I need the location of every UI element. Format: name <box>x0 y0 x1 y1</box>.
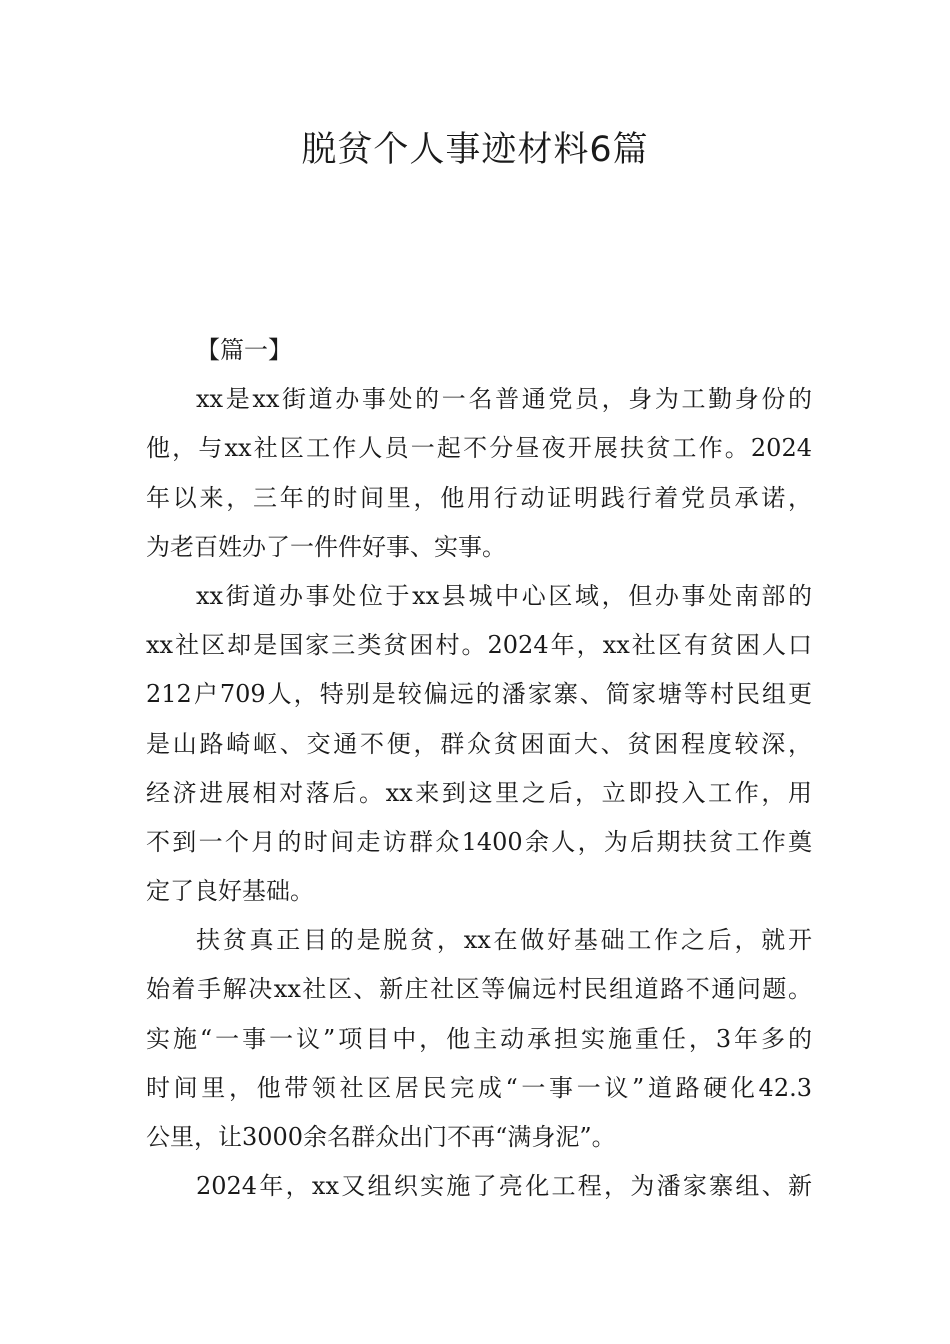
paragraph-line: 是山路崎岖、交通不便，群众贫困面大、贫困程度较深， <box>146 729 812 758</box>
section-label: 【篇一】 <box>196 336 292 364</box>
paragraph-line: xx是xx街道办事处的一名普通党员，身为工勤身份的 <box>196 385 812 414</box>
paragraph-line: 扶贫真正目的是脱贫，xx在做好基础工作之后，就开 <box>196 926 812 955</box>
document-title: 脱贫个人事迹材料6篇 <box>301 130 649 170</box>
paragraph-line: 为老百姓办了一件件好事、实事。 <box>146 532 506 561</box>
paragraph-line: 不到一个月的时间走访群众1400余人，为后期扶贫工作奠 <box>146 827 812 856</box>
paragraph-line: 212户709人，特别是较偏远的潘家寨、简家塘等村民组更 <box>146 680 812 709</box>
paragraph-line: 定了良好基础。 <box>146 877 314 906</box>
paragraph-line: 2024年，xx又组织实施了亮化工程，为潘家寨组、新 <box>196 1172 812 1201</box>
paragraph-line: 时间里，他带领社区居民完成“一事一议”道路硬化42.3 <box>146 1073 812 1102</box>
paragraph-line: 始着手解决xx社区、新庄社区等偏远村民组道路不通问题。 <box>146 975 812 1004</box>
paragraph-line: 实施“一事一议”项目中，他主动承担实施重任，3年多的 <box>146 1024 812 1053</box>
paragraph-line: 经济进展相对落后。xx来到这里之后，立即投入工作，用 <box>146 778 812 807</box>
document-body <box>146 326 812 1211</box>
paragraph-line: xx社区却是国家三类贫困村。2024年，xx社区有贫困人口 <box>146 631 812 660</box>
paragraph-line: 公里，让3000余名群众出门不再“满身泥”。 <box>146 1123 616 1151</box>
paragraph-line: 他，与xx社区工作人员一起不分昼夜开展扶贫工作。2024 <box>146 434 812 463</box>
paragraph-line: xx街道办事处位于xx县城中心区域，但办事处南部的 <box>196 581 812 610</box>
paragraph-line: 年以来，三年的时间里，他用行动证明践行着党员承诺， <box>146 483 812 512</box>
